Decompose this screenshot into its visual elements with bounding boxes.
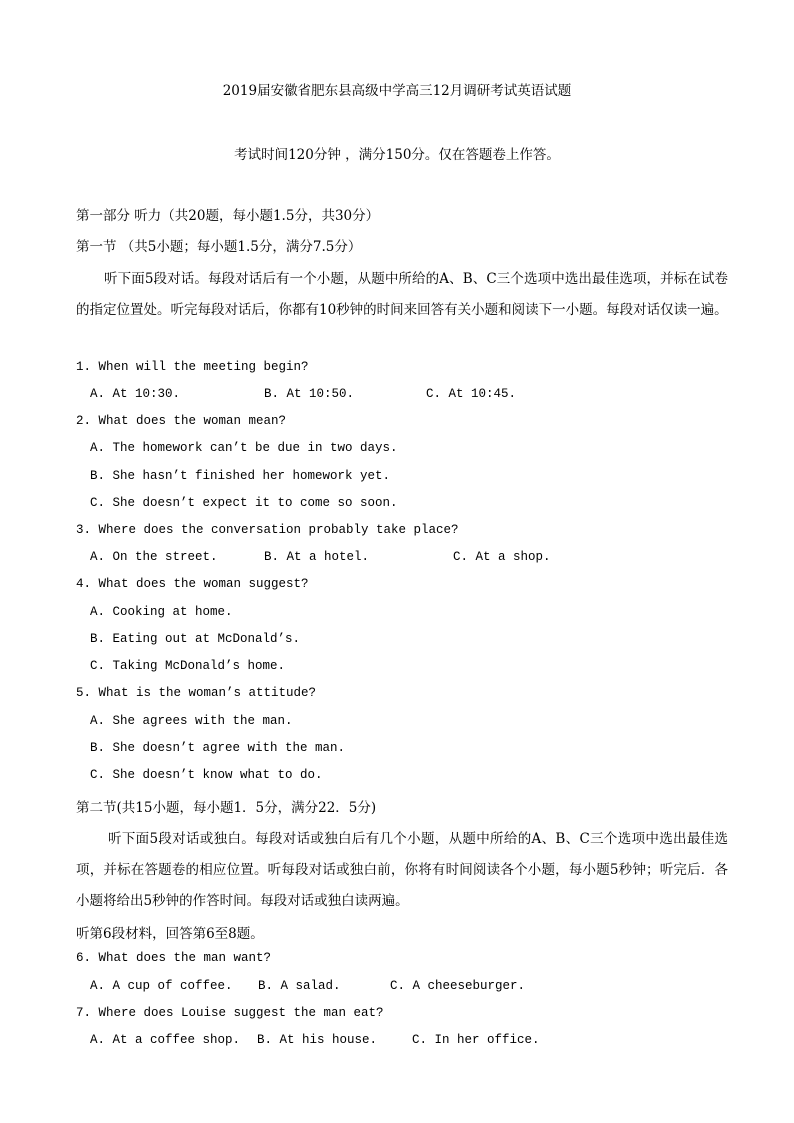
question-2-option-a: A. The homework can’t be due in two days. [90, 441, 398, 455]
section1-directions: 听下面5段对话。每段对话后有一个小题，从题中所给的A、B、C三个选项中选出最佳选项，并标在试卷的指定位置处。听完每段对话后，你都有10秒钟的时间来回答有关小题和阅读下一小题。每段对话仅读一遍。 [76, 271, 728, 318]
question-5-stem: 5. What is the woman’s attitude? [76, 686, 317, 700]
question-6-option-a: A. A cup of coffee. [90, 979, 233, 993]
question-1-option-a: A. At 10:30. [90, 387, 181, 401]
question-3-option-b: B. At a hotel. [264, 550, 370, 564]
question-3-stem: 3. Where does the conversation probably take place? [76, 523, 459, 537]
section2-heading: 第二节(共15小题，每小题1．5分，满分22．5分) [76, 800, 377, 816]
question-3-option-c: C. At a shop. [453, 550, 551, 564]
question-7-option-b: B. At his house. [257, 1033, 378, 1047]
question-7-stem: 7. Where does Louise suggest the man eat? [76, 1006, 384, 1020]
question-1-option-c: C. At 10:45. [426, 387, 517, 401]
part1-heading: 第一部分 听力（共20题，每小题1.5分，共30分） [76, 208, 380, 224]
exam-title: 2019届安徽省肥东县高级中学高三12月调研考试英语试题 [222, 83, 572, 99]
question-2-stem: 2. What does the woman mean? [76, 414, 287, 428]
question-4-option-c: C. Taking McDonald’s home. [90, 659, 286, 673]
question-5-option-a: A. She agrees with the man. [90, 714, 293, 728]
question-7-option-a: A. At a coffee shop. [90, 1033, 241, 1047]
question-2-option-c: C. She doesn’t expect it to come so soon. [90, 496, 398, 510]
question-5-option-c: C. She doesn’t know what to do. [90, 768, 323, 782]
question-2-option-b: B. She hasn’t finished her homework yet. [90, 469, 391, 483]
question-6-stem: 6. What does the man want? [76, 951, 272, 965]
material-6-note: 听第6段材料，回答第6至8题。 [76, 926, 264, 942]
question-4-option-a: A. Cooking at home. [90, 605, 233, 619]
question-5-option-b: B. She doesn’t agree with the man. [90, 741, 346, 755]
question-6-option-c: C. A cheeseburger. [390, 979, 526, 993]
section1-heading: 第一节 （共5小题；每小题1.5分，满分7.5分） [76, 239, 362, 255]
question-1-option-b: B. At 10:50. [264, 387, 355, 401]
question-6-option-b: B. A salad. [258, 979, 341, 993]
question-4-stem: 4. What does the woman suggest? [76, 577, 309, 591]
exam-instructions: 考试时间120分钟 ，满分150分。仅在答题卷上作答。 [234, 147, 560, 163]
question-3-option-a: A. On the street. [90, 550, 218, 564]
question-1-stem: 1. When will the meeting begin? [76, 360, 309, 374]
question-7-option-c: C. In her office. [412, 1033, 540, 1047]
question-4-option-b: B. Eating out at McDonald’s. [90, 632, 301, 646]
section2-directions: 听下面5段对话或独白。每段对话或独白后有几个小题，从题中所给的A、B、C三个选项中选出最佳选项，并标在答题卷的相应位置。听每段对话或独白前，你将有时间阅读各个小题，每小题5秒钟；听完后．各小题将给出5秒钟的作答时间。每段对话或独白读两遍。 [76, 831, 728, 909]
